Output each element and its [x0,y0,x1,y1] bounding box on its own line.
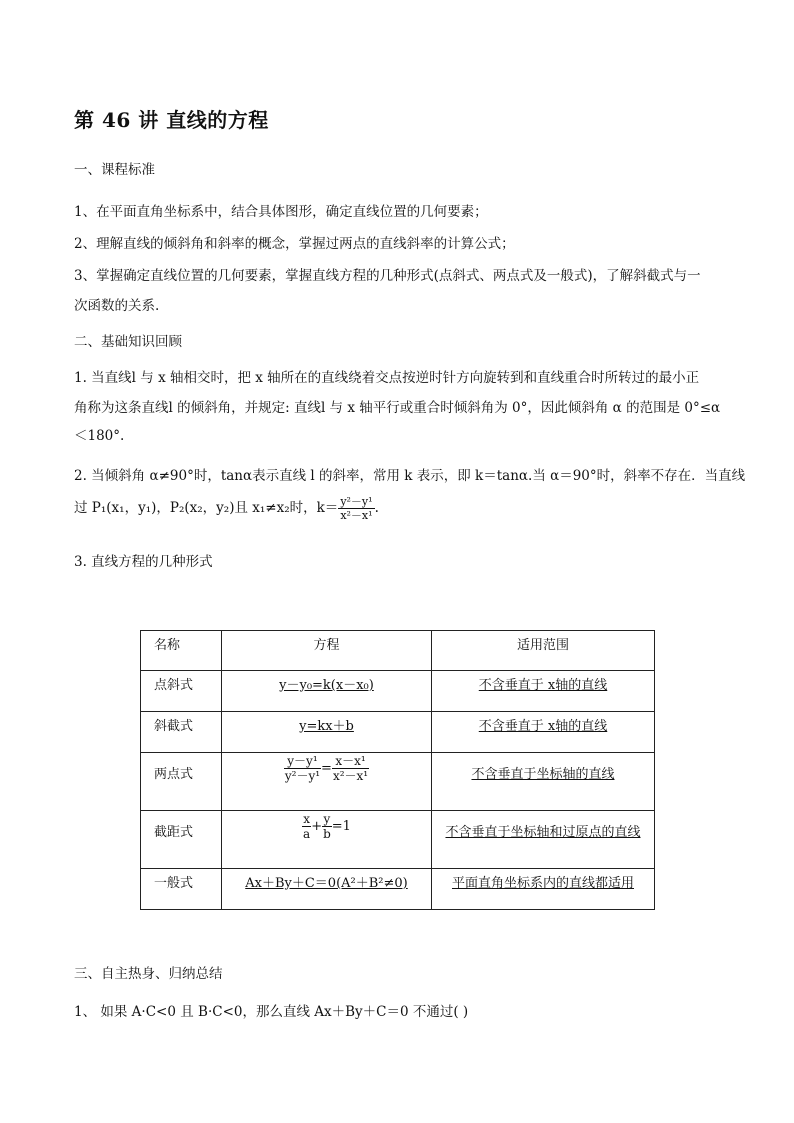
review-p1-line2: 角称为这条直线l 的倾斜角，并规定: 直线l 与 x 轴平行或重合时倾斜角为 0°，因此倾斜角 α 的范围是 0°≤α [74,400,721,416]
header-range: 适用范围 [432,631,655,671]
row-range: 不含垂直于 x轴的直线 [432,712,655,753]
row-range: 不含垂直于坐标轴的直线 [432,753,655,811]
intercept-frac-x: $\frac{x}{a}$ [303,812,311,841]
table-row [141,753,655,811]
table-row [141,811,655,869]
row-name: 截距式 [141,811,222,869]
table-header-row [141,631,655,671]
review-p1-line1: 1. 当直线l 与 x 轴相交时，把 x 轴所在的直线绕着交点按逆时针方向旋转到和直线重合时所转过的最小正 [74,370,700,386]
row-name: 点斜式 [141,671,222,712]
intercept-frac-y: $\frac{y}{b}$ [323,812,331,841]
section-heading-warmup: 三、自主热身、归纳总结 [74,966,223,982]
review-p1-line3: ＜180°. [74,428,125,444]
page-title: 第 46 讲 直线的方程 [74,108,269,132]
standard-item-3: 3、掌握确定直线位置的几何要素，掌握直线方程的几种形式(点斜式、两点式及一般式)，了解斜截式与一 [74,268,701,284]
standard-item-2: 2、理解直线的倾斜角和斜率的概念，掌握过两点的直线斜率的计算公式； [74,236,515,252]
row-name: 斜截式 [141,712,222,753]
row-equation: y=kx＋b [222,712,432,753]
row-equation: $\frac{x}{a}$ + $\frac{y}{b}$ =1 [222,811,432,869]
slope-period: . [374,500,379,516]
two-point-frac-left: $\frac{\text{y－y¹}}{\text{y²－y¹}}$ [284,754,321,783]
slope-numerator: y²－y¹ [340,495,373,508]
slope-denominator: x²－x¹ [340,509,373,522]
slope-fraction [338,496,374,521]
row-equation: y－y₀=k(x－x₀) [222,671,432,712]
review-p3: 3. 直线方程的几种形式 [74,554,213,570]
row-equation: Ax＋By＋C＝0(A²＋B²≠0) [222,869,432,910]
table-row [141,671,655,712]
standard-item-3-cont: 次函数的关系. [74,298,160,314]
row-range: 不含垂直于坐标轴和过原点的直线 [432,811,655,869]
standard-item-1: 1、在平面直角坐标系中，结合具体图形，确定直线位置的几何要素； [74,204,488,220]
header-equation: 方程 [222,631,432,671]
row-name: 一般式 [141,869,222,910]
question-1: 1、 如果 A·C<0 且 B·C<0，那么直线 Ax＋By＋C＝0 不通过( ) [74,1004,469,1020]
row-range: 平面直角坐标系内的直线都适用 [432,869,655,910]
table-row [141,869,655,910]
section-heading-standards: 一、课程标准 [74,162,155,178]
header-name: 名称 [141,631,222,671]
row-name: 两点式 [141,753,222,811]
review-p2-line1: 2. 当倾斜角 α≠90°时，tanα表示直线 l 的斜率，常用 k 表示，即 k＝tanα.当 α＝90°时，斜率不存在．当直线 [74,468,746,484]
row-equation: $\frac{\text{y－y¹}}{\text{y²－y¹}}$ = $\frac{\text{x－x¹}}{\text{x²－x¹}}$ [222,753,432,811]
row-range: 不含垂直于 x轴的直线 [432,671,655,712]
section-heading-review: 二、基础知识回顾 [74,334,182,350]
two-point-frac-right: $\frac{\text{x－x¹}}{\text{x²－x¹}}$ [332,754,369,783]
line-equation-forms-table [140,630,655,910]
table-row [141,712,655,753]
slope-text: 过 P₁(x₁，y₁)，P₂(x₂，y₂)且 x₁≠x₂时，k＝ [74,500,339,516]
review-p2-line2 [74,496,379,521]
